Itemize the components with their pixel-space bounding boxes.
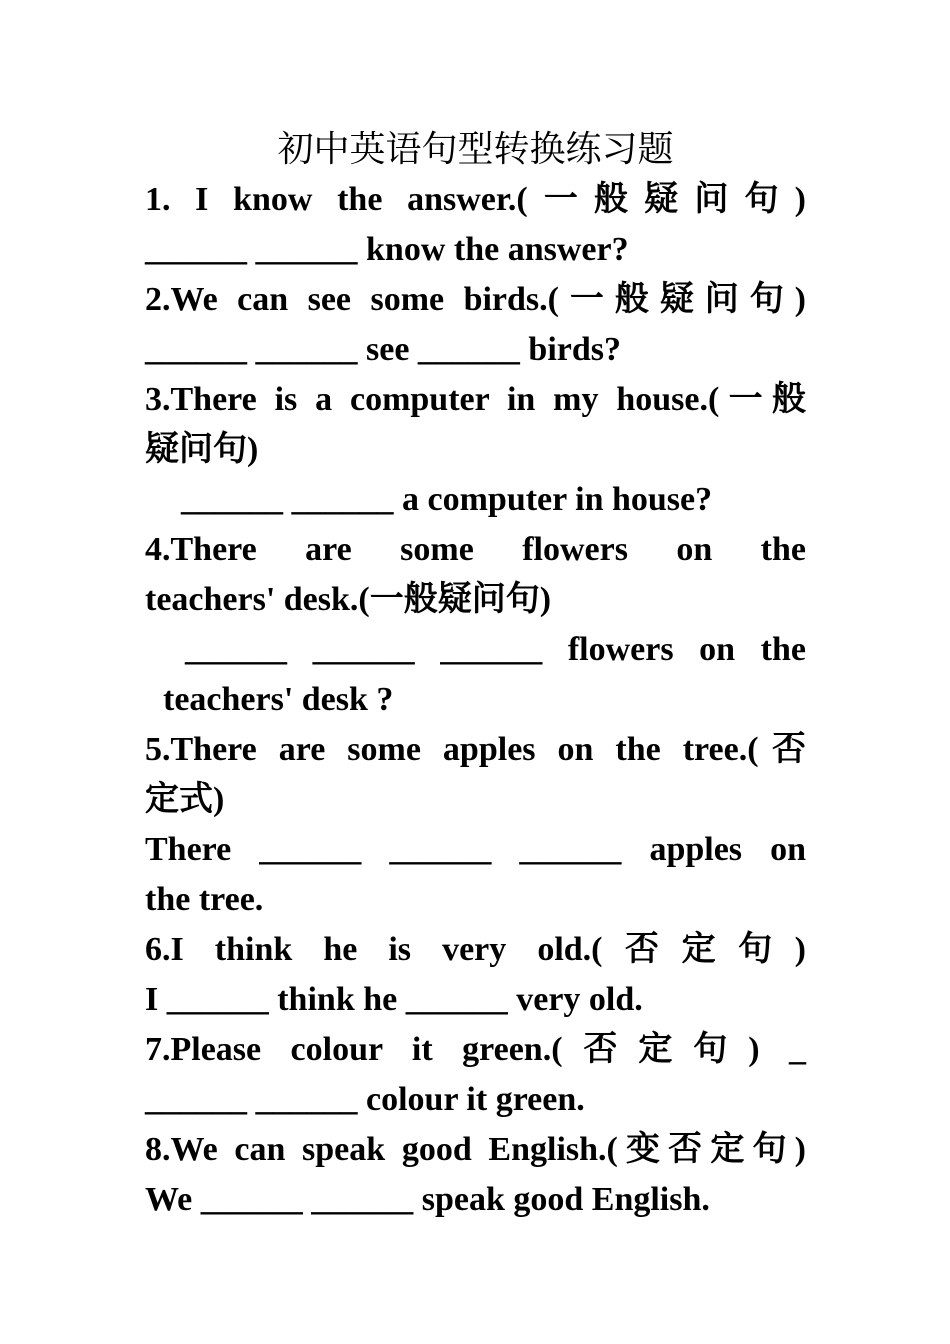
question-8: 8.We can speak good English.(变否定句) xyxy=(145,1131,806,1168)
answer-5-cont: the tree. xyxy=(145,881,264,918)
answer-5: There ______ ______ ______ apples on xyxy=(145,831,806,868)
question-3: 3.There is a computer in my house.(一般 xyxy=(145,381,806,418)
answer-7: ______ ______ colour it green. xyxy=(145,1081,585,1118)
question-1: 1. I know the answer.(一般疑问句) xyxy=(145,181,806,218)
question-4-cont: teachers' desk.(一般疑问句) xyxy=(145,581,552,618)
question-4: 4.There are some flowers on the xyxy=(145,531,806,568)
question-6: 6.I think he is very old.(否定句) xyxy=(145,931,806,968)
answer-6: I ______ think he ______ very old. xyxy=(145,981,643,1018)
worksheet xyxy=(145,125,806,1225)
question-2: 2.We can see some birds.(一般疑问句) xyxy=(145,281,806,318)
question-7: 7.Please colour it green.(否定句) _ xyxy=(145,1031,806,1068)
answer-1: ______ ______ know the answer? xyxy=(145,231,629,268)
answer-2: ______ ______ see ______ birds? xyxy=(145,331,621,368)
question-3-cont: 疑问句) xyxy=(145,431,259,468)
question-5-cont: 定式) xyxy=(145,781,225,818)
question-5: 5.There are some apples on the tree.(否 xyxy=(145,731,806,768)
answer-8: We ______ ______ speak good English. xyxy=(145,1181,710,1218)
answer-4-cont: teachers' desk ? xyxy=(163,681,394,718)
answer-3: ______ ______ a computer in house? xyxy=(181,481,713,518)
answer-4: ______ ______ ______ flowers on the xyxy=(185,631,806,668)
page-title: 初中英语句型转换练习题 xyxy=(277,129,674,170)
